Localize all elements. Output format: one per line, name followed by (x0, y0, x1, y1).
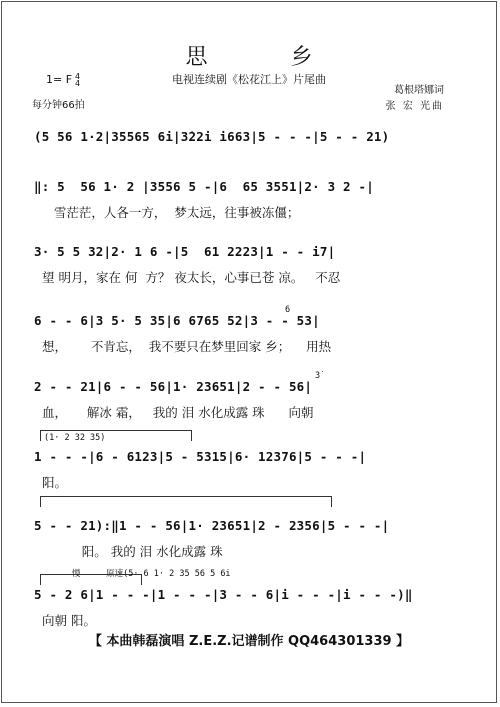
lyrics-row-2: 雪茫茫，人各一方， 梦太远，往事被冻僵； (42, 205, 300, 220)
lyrics-row-8: 向朝 阳。 (42, 613, 96, 628)
tempo-marking: 每分钟66拍 (32, 100, 85, 111)
volta-bracket (40, 496, 332, 507)
tempo-change-notes: 慢 原速(5· 6 1· 2 35 56 5 6i (72, 569, 231, 579)
notation-row-6: 1 - - -|6 - 6123|5 - 5315|6· 12376|5 - - -| (34, 449, 367, 464)
lead-in-notes: (1· 2 32 35) (44, 433, 106, 443)
lyrics-row-6: 阳。 (42, 475, 68, 490)
lyrics-row-7: 阳。 我的 泪 水化成露 珠 (42, 544, 223, 559)
footer-credit: 【 本曲韩磊演唱 Z.E.Z.记谱制作 QQ464301339 】 (88, 634, 410, 649)
time-signature: 4 4 (75, 72, 81, 88)
notation-row-2: ‖: 5 56 1· 2 |3556 5 -|6 65 3551|2· 3 2 -| (34, 179, 374, 194)
notation-row-7: 5 - - 21):‖1 - - 56|1· 23651|2 - 2356|5 - - -| (34, 518, 390, 533)
score-sheet (1, 1, 497, 703)
key-signature: 1= F 4 4 (46, 72, 81, 88)
song-subtitle: 电视连续剧《松花江上》片尾曲 (172, 73, 326, 86)
notation-row-5: 2 - - 21|6 - - 56|1· 23651|2 - - 56| (34, 379, 313, 394)
song-title: 思 乡 (185, 45, 351, 70)
grace-note-mark-2: 3̇ (315, 371, 321, 381)
notation-row-3: 3· 5 5 32|2· 1 6 -|5 61 2223|1 - - i7| (34, 244, 336, 259)
lyrics-row-5: 血， 解冰 霜， 我的 泪 水化成露 珠 向朝 (42, 405, 314, 420)
lyricist-credit: 葛根塔娜词 (394, 85, 444, 96)
lyrics-row-4: 想， 不肯忘， 我不要只在梦里回家 乡； 用热 (42, 339, 332, 354)
composer-credit: 张 宏 光曲 (385, 101, 444, 112)
lyrics-row-3: 望 明月，家在 何 方？ 夜太长，心事已苍 凉。 不忍 (42, 270, 341, 285)
notation-row-1: (5 56 1·2|35565 6i|3̇22i i663|5 - - -|5 - - 21) (34, 129, 390, 144)
grace-note-mark: 6 (285, 305, 291, 315)
notation-row-8: 5 - 2 6|1 - - -|1 - - -|3 - - 6|i - - -|i - - -)‖ (34, 587, 413, 602)
notation-row-4: 6 - - 6|3 5· 5 35|6 6765 52|3 - - 53| (34, 313, 320, 328)
